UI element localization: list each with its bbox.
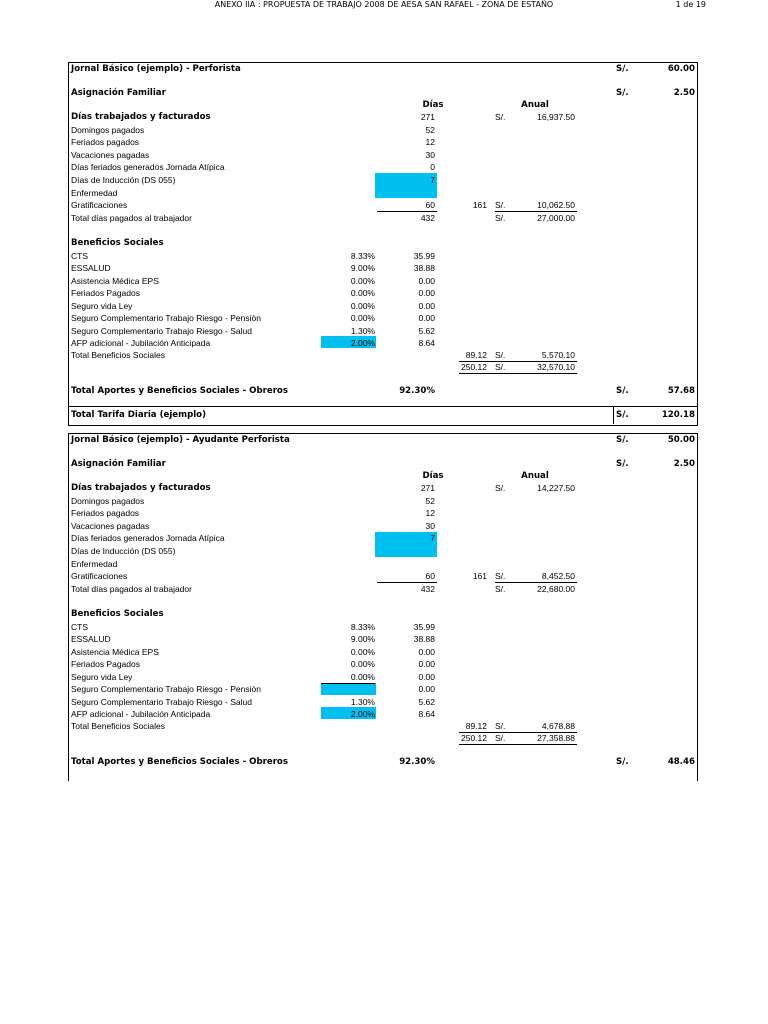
beneficio-value: 8.64 bbox=[418, 709, 435, 719]
beneficio-pct: 1.30% bbox=[350, 697, 375, 707]
total-aportes-currency: S/. bbox=[616, 386, 629, 396]
dias-trabajados-row bbox=[69, 482, 697, 495]
page-number: 1 de 19 bbox=[675, 0, 706, 9]
gratificaciones-value: 161 bbox=[472, 200, 487, 210]
dias-trabajados-label: Días trabajados y facturados bbox=[71, 483, 211, 493]
ayudante-perforista-cost-table bbox=[68, 433, 698, 781]
subtotal-row bbox=[69, 732, 697, 745]
asignacion-currency: S/. bbox=[616, 459, 629, 469]
day-label: Días de Inducción (DS 055) bbox=[71, 546, 176, 556]
beneficio-label: AFP adicional - Jubilación Anticipada bbox=[71, 338, 211, 348]
gratificaciones-currency: S/. bbox=[495, 200, 506, 210]
total-dias-row bbox=[69, 212, 697, 225]
asignacion-amount: 2.50 bbox=[673, 88, 695, 98]
beneficio-label: Asistencia Médica EPS bbox=[71, 276, 159, 286]
beneficio-pct: 1.30% bbox=[350, 326, 375, 336]
day-label: Feriados pagados bbox=[71, 508, 140, 518]
jornal-currency: S/. bbox=[616, 64, 629, 74]
gratificaciones-label: Gratificaciones bbox=[71, 200, 128, 210]
day-row bbox=[69, 507, 697, 520]
total-beneficios-currency: S/. bbox=[495, 350, 506, 360]
subtotal-currency: S/. bbox=[495, 733, 506, 743]
total-tarifa-row bbox=[69, 409, 697, 422]
jornal-currency: S/. bbox=[616, 435, 629, 445]
beneficio-value: 0.00 bbox=[418, 288, 435, 298]
jornal-amount: 50.00 bbox=[667, 435, 695, 445]
beneficio-row bbox=[69, 633, 697, 646]
total-beneficios-value: 89.12 bbox=[465, 350, 487, 360]
beneficio-label: Seguro Complementario Trabajo Riesgo - Salud bbox=[71, 326, 252, 336]
gratificaciones-anual: 10,062.50 bbox=[537, 200, 575, 210]
total-aportes-row bbox=[69, 385, 697, 398]
asignacion-amount: 2.50 bbox=[673, 459, 695, 469]
beneficio-value: 5.62 bbox=[418, 697, 435, 707]
beneficio-value: 38.88 bbox=[413, 263, 435, 273]
dias-trabajados-currency: S/. bbox=[495, 112, 506, 122]
beneficio-value: 0.00 bbox=[418, 672, 435, 682]
beneficio-pct: 0.00% bbox=[350, 276, 375, 286]
anual-column-header: Anual bbox=[521, 100, 549, 110]
total-tarifa-currency: S/. bbox=[616, 410, 629, 420]
jornal-row bbox=[69, 434, 697, 447]
subtotal-row bbox=[69, 361, 697, 374]
total-dias-label: Total días pagados al trabajador bbox=[71, 584, 192, 594]
day-label: Enfermedad bbox=[71, 559, 118, 569]
beneficios-title-row bbox=[69, 237, 697, 250]
jornal-label: Jornal Básico (ejemplo) - Ayudante Perforista bbox=[71, 435, 290, 445]
subtotal-anual: 27,358.88 bbox=[537, 733, 575, 743]
beneficio-pct: 9.00% bbox=[350, 263, 375, 273]
gratificaciones-dias: 60 bbox=[425, 571, 435, 581]
total-beneficios-label: Total Beneficios Sociales bbox=[71, 350, 166, 360]
beneficio-pct: 8.33% bbox=[350, 251, 375, 261]
subtotal-currency: S/. bbox=[495, 362, 506, 372]
gratificaciones-dias: 60 bbox=[425, 200, 435, 210]
beneficio-label: Seguro Complementario Trabajo Riesgo - Pensiòn bbox=[71, 313, 261, 323]
total-tarifa-amount: 120.18 bbox=[661, 410, 695, 420]
beneficio-value: 0.00 bbox=[418, 313, 435, 323]
total-aportes-label: Total Aportes y Beneficios Sociales - Obreros bbox=[71, 386, 288, 396]
beneficio-label: Feriados Pagados bbox=[71, 288, 140, 298]
total-dias-anual: 27,000.00 bbox=[537, 213, 575, 223]
beneficio-row bbox=[69, 683, 697, 696]
perforista-cost-table bbox=[68, 62, 698, 426]
subtotal-value: 250.12 bbox=[461, 362, 487, 372]
beneficio-label: Seguro Complementario Trabajo Riesgo - Pensiòn bbox=[71, 684, 261, 694]
beneficio-label: Feriados Pagados bbox=[71, 659, 140, 669]
beneficios-title: Beneficios Sociales bbox=[71, 609, 164, 619]
day-label: Días feriados generados Jornada Atípica bbox=[71, 162, 225, 172]
day-label: Feriados pagados bbox=[71, 137, 140, 147]
jornal-row bbox=[69, 63, 697, 76]
beneficio-pct: 9.00% bbox=[350, 634, 375, 644]
gratificaciones-currency: S/. bbox=[495, 571, 506, 581]
beneficio-pct: 0.00% bbox=[350, 301, 375, 311]
total-beneficios-anual: 4,678.88 bbox=[541, 721, 575, 731]
total-dias-row bbox=[69, 583, 697, 596]
dias-trabajados-row bbox=[69, 111, 697, 124]
total-beneficios-anual: 5,570.10 bbox=[541, 350, 575, 360]
beneficio-pct: 0.00% bbox=[350, 672, 375, 682]
beneficio-pct bbox=[321, 683, 375, 696]
anual-column-header: Anual bbox=[521, 471, 549, 481]
beneficio-row bbox=[69, 658, 697, 671]
dias-trabajados-currency: S/. bbox=[495, 483, 506, 493]
divider bbox=[459, 744, 577, 745]
beneficio-label: CTS bbox=[71, 251, 88, 261]
total-dias-dias: 432 bbox=[420, 213, 435, 223]
day-row bbox=[69, 161, 697, 174]
dias-trabajados-anual: 14,227.50 bbox=[537, 483, 575, 493]
total-aportes-currency: S/. bbox=[616, 757, 629, 767]
day-label: Domingos pagados bbox=[71, 496, 145, 506]
beneficio-value: 0.00 bbox=[418, 647, 435, 657]
gratificaciones-value: 161 bbox=[472, 571, 487, 581]
beneficio-pct: 0.00% bbox=[350, 288, 375, 298]
beneficio-label: AFP adicional - Jubilación Anticipada bbox=[71, 709, 211, 719]
beneficio-pct: 0.00% bbox=[350, 313, 375, 323]
beneficio-value: 8.64 bbox=[418, 338, 435, 348]
gratificaciones-label: Gratificaciones bbox=[71, 571, 128, 581]
beneficio-value: 35.99 bbox=[413, 251, 435, 261]
day-label: Enfermedad bbox=[71, 188, 118, 198]
day-label: Vacaciones pagadas bbox=[71, 150, 150, 160]
total-aportes-amount: 57.68 bbox=[667, 386, 695, 396]
beneficio-value: 38.88 bbox=[413, 634, 435, 644]
subtotal-value: 250.12 bbox=[461, 733, 487, 743]
day-dias: 52 bbox=[425, 496, 435, 506]
jornal-amount: 60.00 bbox=[667, 64, 695, 74]
beneficio-label: Seguro vida Ley bbox=[71, 301, 133, 311]
beneficios-title: Beneficios Sociales bbox=[71, 238, 164, 248]
total-aportes-row bbox=[69, 756, 697, 769]
beneficio-label: Seguro vida Ley bbox=[71, 672, 133, 682]
asignacion-label: Asignación Familiar bbox=[71, 88, 166, 98]
beneficio-value: 0.00 bbox=[418, 659, 435, 669]
beneficio-pct: 2.00% bbox=[350, 709, 375, 719]
day-dias: 7 bbox=[430, 533, 435, 543]
dias-trabajados-anual: 16,937.50 bbox=[537, 112, 575, 122]
day-row bbox=[69, 174, 697, 187]
total-aportes-pct: 92.30% bbox=[399, 386, 435, 396]
total-dias-currency: S/. bbox=[495, 584, 506, 594]
day-label: Domingos pagados bbox=[71, 125, 145, 135]
subtotal-anual: 32,570.10 bbox=[537, 362, 575, 372]
beneficio-row bbox=[69, 287, 697, 300]
day-dias: 12 bbox=[425, 137, 435, 147]
jornal-label: Jornal Básico (ejemplo) - Perforista bbox=[71, 64, 241, 74]
beneficios-title-row bbox=[69, 608, 697, 621]
beneficio-pct: 0.00% bbox=[350, 659, 375, 669]
total-beneficios-label: Total Beneficios Sociales bbox=[71, 721, 166, 731]
document-header-title: ANEXO IIA : PROPUESTA DE TRABAJO 2008 DE AESA SAN RAFAEL - ZONA DE ESTAÑO bbox=[214, 0, 554, 9]
day-dias: 52 bbox=[425, 125, 435, 135]
day-dias: 0 bbox=[430, 162, 435, 172]
beneficio-row bbox=[69, 262, 697, 275]
total-aportes-label: Total Aportes y Beneficios Sociales - Obreros bbox=[71, 757, 288, 767]
total-aportes-amount: 48.46 bbox=[667, 757, 695, 767]
day-label: Vacaciones pagadas bbox=[71, 521, 150, 531]
beneficio-row bbox=[69, 312, 697, 325]
total-dias-label: Total días pagados al trabajador bbox=[71, 213, 192, 223]
beneficio-label: Seguro Complementario Trabajo Riesgo - Salud bbox=[71, 697, 252, 707]
day-label: Días feriados generados Jornada Atípica bbox=[71, 533, 225, 543]
dias-trabajados-dias: 271 bbox=[420, 483, 435, 493]
beneficio-value: 35.99 bbox=[413, 622, 435, 632]
total-beneficios-value: 89.12 bbox=[465, 721, 487, 731]
gratificaciones-anual: 8,452.50 bbox=[541, 571, 575, 581]
day-label: Días de Inducción (DS 055) bbox=[71, 175, 176, 185]
total-dias-anual: 22,680.00 bbox=[537, 584, 575, 594]
beneficio-value: 5.62 bbox=[418, 326, 435, 336]
day-dias bbox=[379, 545, 435, 558]
divider bbox=[459, 373, 577, 374]
beneficio-label: ESSALUD bbox=[71, 263, 111, 273]
beneficio-value: 0.00 bbox=[418, 276, 435, 286]
day-row bbox=[69, 136, 697, 149]
day-dias: 7 bbox=[430, 175, 435, 185]
day-dias: 12 bbox=[425, 508, 435, 518]
day-row bbox=[69, 532, 697, 545]
beneficio-pct: 2.00% bbox=[350, 338, 375, 348]
beneficio-value: 0.00 bbox=[418, 301, 435, 311]
asignacion-label: Asignación Familiar bbox=[71, 459, 166, 469]
asignacion-currency: S/. bbox=[616, 88, 629, 98]
day-dias: 30 bbox=[425, 150, 435, 160]
total-dias-dias: 432 bbox=[420, 584, 435, 594]
beneficio-label: CTS bbox=[71, 622, 88, 632]
beneficio-label: ESSALUD bbox=[71, 634, 111, 644]
beneficio-value: 0.00 bbox=[418, 684, 435, 694]
divider bbox=[69, 406, 697, 407]
total-aportes-pct: 92.30% bbox=[399, 757, 435, 767]
dias-column-header: Días bbox=[422, 100, 444, 110]
dias-trabajados-dias: 271 bbox=[420, 112, 435, 122]
total-tarifa-label: Total Tarifa Diaria (ejemplo) bbox=[71, 410, 207, 420]
beneficio-pct: 0.00% bbox=[350, 647, 375, 657]
day-dias: 30 bbox=[425, 521, 435, 531]
day-row bbox=[69, 545, 697, 558]
total-beneficios-currency: S/. bbox=[495, 721, 506, 731]
dias-trabajados-label: Días trabajados y facturados bbox=[71, 112, 211, 122]
beneficio-pct: 8.33% bbox=[350, 622, 375, 632]
beneficio-label: Asistencia Médica EPS bbox=[71, 647, 159, 657]
total-dias-currency: S/. bbox=[495, 213, 506, 223]
dias-column-header: Días bbox=[422, 471, 444, 481]
